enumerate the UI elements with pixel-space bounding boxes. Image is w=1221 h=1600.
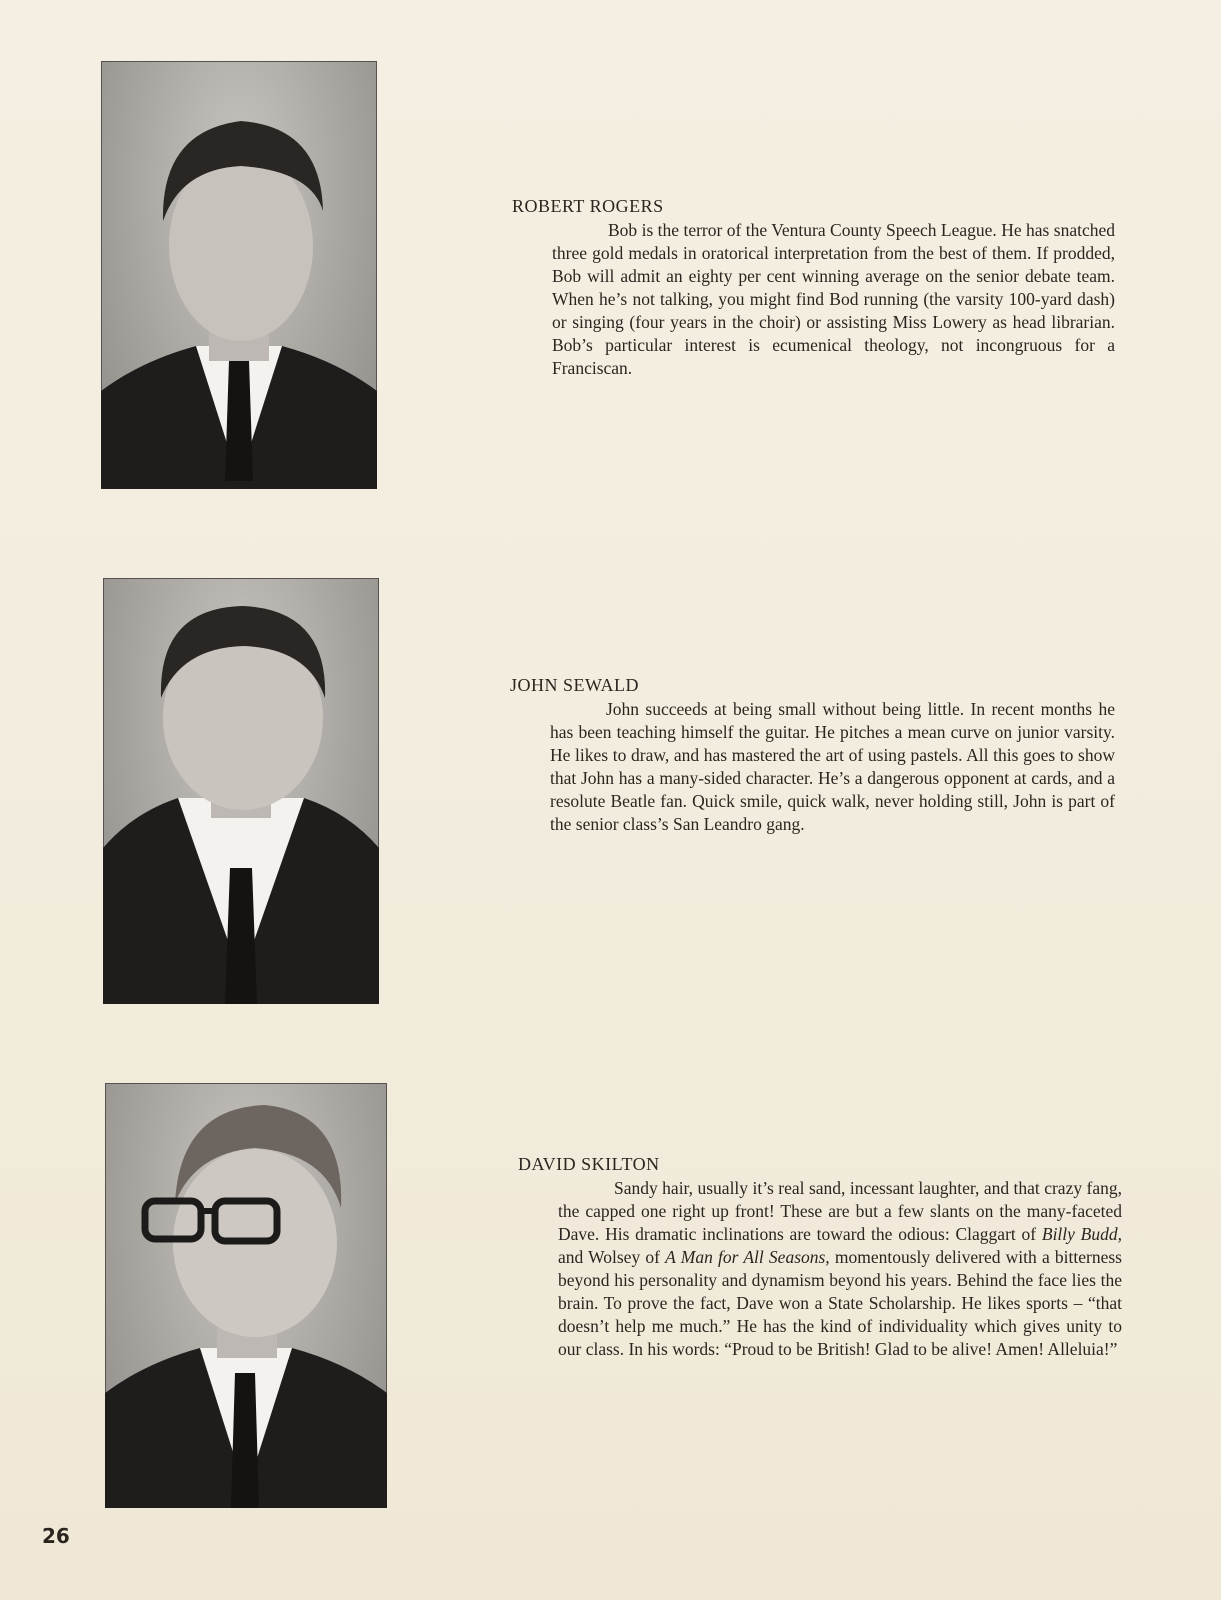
student-bio: Bob is the terror of the Ventura County Speech League. He has snatched three gold medals in oratorical interpretation from the best of them. If prodded, Bob will admit an eighty per cent winning average on the senior debate team. When he’s not talking, you might find Bod running (the varsity 100-yard dash) or singing (four years in the choir) or assisting Miss Lowery as head librarian. Bob’s particular interest is ecumenical theology, not incongruous for a Franciscan. (552, 220, 1115, 378)
student-name: ROBERT ROGERS (512, 196, 664, 216)
portrait-photo-david-skilton (105, 1083, 387, 1508)
student-name: DAVID SKILTON (518, 1154, 660, 1174)
entry-robert-rogers (512, 196, 1115, 380)
student-name: JOHN SEWALD (510, 675, 639, 695)
page-number: 26 (42, 1524, 70, 1548)
student-bio: John succeeds at being small without being little. In recent months he has been teaching himself the guitar. He pitches a mean curve on junior varsity. He likes to draw, and has mastered the art of using pastels. All this goes to show that John has a many-sided character. He’s a dangerous opponent at cards, and a resolute Beatle fan. Quick smile, quick walk, never holding still, John is part of the senior class’s San Leandro gang. (550, 699, 1115, 834)
portrait-photo-robert-rogers (101, 61, 377, 489)
student-bio: Sandy hair, usually it’s real sand, incessant laughter, and that crazy fang, the capped one right up front! These are but a few slants on the many-faceted Dave. His dramatic inclinations are toward the odious: Claggart of Billy Budd, and Wolsey of A Man for All Seasons, momentously delivered with a bitterness beyond his personality and dynamism beyond his years. Behind the face lies the brain. To prove the fact, Dave won a State Scholarship. He likes sports – “that doesn’t help me much.” He has the kind of individuality which gives unity to our class. In his words: “Proud to be British! Glad to be alive! Amen! Alleluia!” (558, 1178, 1123, 1359)
portrait-photo-john-sewald (103, 578, 379, 1004)
entry-david-skilton (518, 1154, 1122, 1361)
entry-john-sewald (510, 675, 1115, 836)
